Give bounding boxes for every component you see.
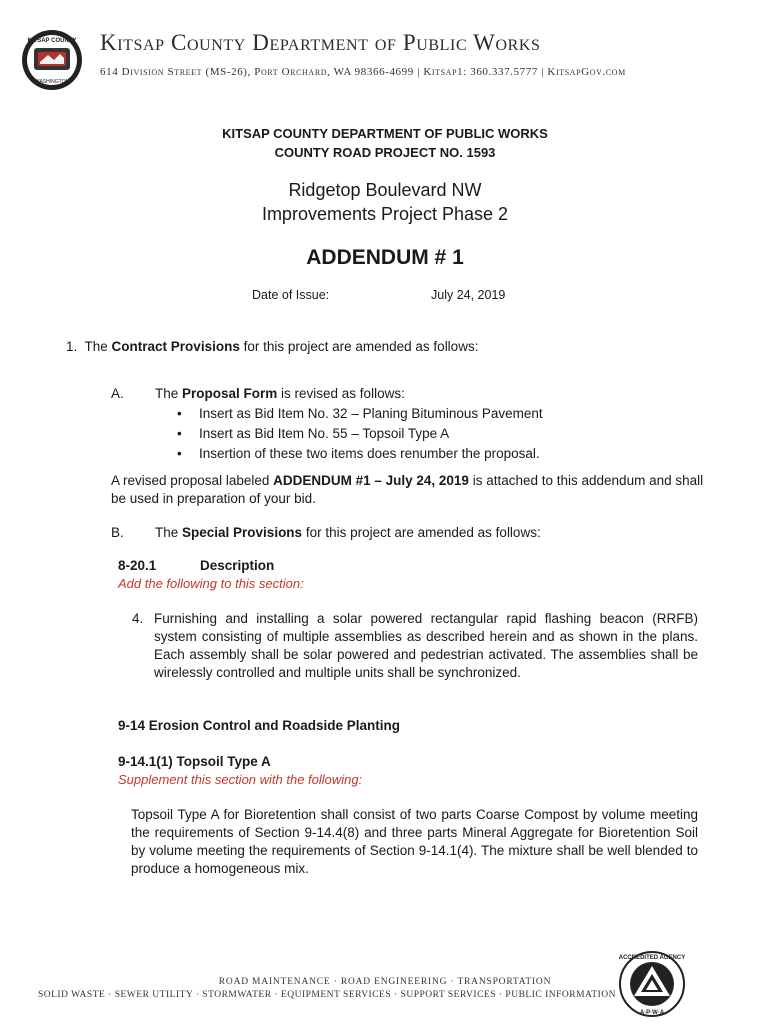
project-number: COUNTY ROAD PROJECT NO. 1593 bbox=[274, 145, 496, 160]
apwa-accreditation-logo bbox=[618, 950, 686, 1018]
section-8-20-1-number: 8-20.1 bbox=[118, 558, 157, 573]
section-b-intro: The Special Provisions for this project are amended as follows: bbox=[155, 525, 541, 540]
proposal-changes-list bbox=[175, 404, 543, 464]
issue-date-label: Date of Issue: bbox=[252, 288, 330, 302]
project-name-line1: Ridgetop Boulevard NW bbox=[288, 180, 482, 200]
section-a-label: A. bbox=[111, 386, 124, 401]
list-item: • Insertion of these two items does renumber the proposal. bbox=[175, 444, 543, 464]
special-provisions-label: Special Provisions bbox=[182, 525, 303, 540]
footer-divisions-line2: SOLID WASTE · SEWER UTILITY · STORMWATER · EQUIPMENT SERVICES · SUPPORT SERVICES · PUBLIC INFORMATION bbox=[37, 990, 617, 1000]
item-4-text: Furnishing and installing a solar powered rectangular rapid flashing beacon (RRFB) system consisting of multiple assemblies as described herein and as shown in the plans. Each assembly shall be solar powered and pedestrian activated. The assemblies shall be wirelessly controlled and multiple units shall be synchronized. bbox=[154, 611, 698, 680]
section-9-14-1-1-heading: 9-14.1(1) Topsoil Type A bbox=[118, 754, 271, 769]
project-name-line2: Improvements Project Phase 2 bbox=[261, 204, 509, 224]
letterhead-address: 614 Division Street (MS-26), Port Orchard, WA 98366-4699 | Kitsap1: 360.337.5777 | KitsapGov.com bbox=[100, 66, 626, 78]
proposal-form-label: Proposal Form bbox=[182, 386, 278, 401]
svg-text:A·P·W·A: A·P·W·A bbox=[639, 1010, 665, 1016]
item-1: 1. The Contract Provisions for this project are amended as follows: bbox=[66, 339, 479, 354]
footer-divisions-line1: ROAD MAINTENANCE · ROAD ENGINEERING · TRANSPORTATION bbox=[218, 977, 552, 987]
list-item: • Insert as Bid Item No. 32 – Planing Bituminous Pavement bbox=[175, 404, 543, 424]
addendum-title: ADDENDUM # 1 bbox=[306, 246, 464, 269]
document-department: KITSAP COUNTY DEPARTMENT OF PUBLIC WORKS bbox=[222, 126, 548, 141]
letterhead-title: Kitsap County Department of Public Works bbox=[100, 30, 541, 55]
issue-date-value: July 24, 2019 bbox=[431, 288, 506, 302]
item-1-number: 1. bbox=[66, 339, 78, 354]
county-seal-logo bbox=[20, 28, 84, 92]
contract-provisions-label: Contract Provisions bbox=[111, 339, 240, 354]
section-b-label: B. bbox=[111, 525, 124, 540]
section-9-14-1-1-instruction: Supplement this section with the following: bbox=[118, 772, 363, 787]
svg-text:KITSAP COUNTY: KITSAP COUNTY bbox=[27, 38, 77, 44]
revised-proposal-label: ADDENDUM #1 – July 24, 2019 bbox=[273, 473, 469, 488]
section-8-20-1-instruction: Add the following to this section: bbox=[118, 576, 304, 591]
item-4-number: 4. bbox=[132, 611, 144, 626]
topsoil-paragraph: Topsoil Type A for Bioretention shall consist of two parts Coarse Compost by volume meeting the requirements of Section 9-14.4(8) and three parts Mineral Aggregate for Bioretention Soil by volume meeting the requirements of Section 9-14.1(4). The mixture shall be well blended to produce a homogeneous mix. bbox=[131, 807, 698, 876]
svg-text:WASHINGTON: WASHINGTON bbox=[34, 79, 70, 85]
section-8-20-1-title: Description bbox=[200, 558, 275, 573]
svg-text:ACCREDITED AGENCY: ACCREDITED AGENCY bbox=[618, 955, 686, 961]
section-a-intro: The Proposal Form is revised as follows: bbox=[155, 386, 405, 401]
section-9-14-heading: 9-14 Erosion Control and Roadside Planting bbox=[118, 718, 401, 733]
revised-proposal-note: A revised proposal labeled ADDENDUM #1 – July 24, 2019 is attached to this addendum and shall be used in preparation of your bid. bbox=[111, 473, 704, 506]
list-item: • Insert as Bid Item No. 55 – Topsoil Type A bbox=[175, 424, 543, 444]
description-item-4 bbox=[132, 610, 698, 682]
